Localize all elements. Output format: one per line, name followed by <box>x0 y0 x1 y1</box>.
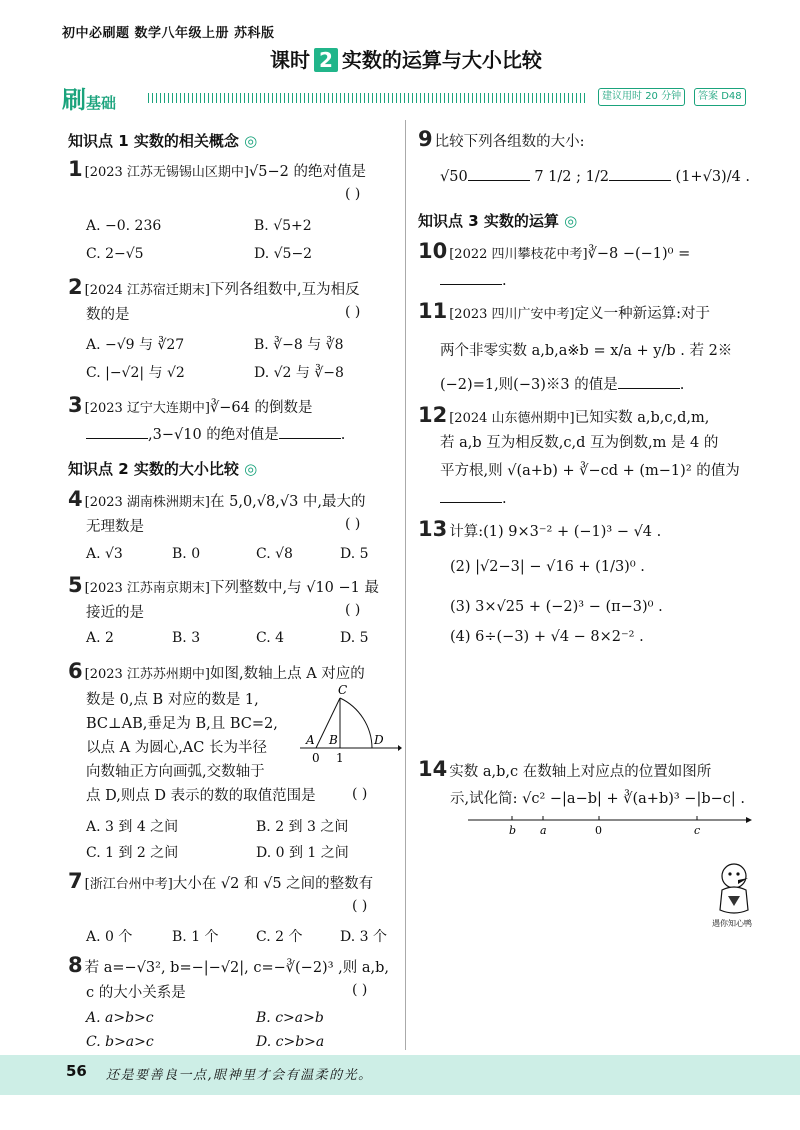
q1-option-d: D. √5−2 <box>254 246 313 262</box>
question-6 <box>68 660 398 686</box>
time-tag <box>598 88 685 106</box>
lesson-title <box>270 44 542 73</box>
q4-number: 4 <box>68 487 83 511</box>
q2-text: 下列各组数中,互为相反 <box>210 282 360 298</box>
knowledge-point-1 <box>68 130 257 151</box>
q8-option-d: D. c>b>a <box>256 1034 325 1050</box>
q4-text: 在 5,0,√8,√3 中,最大的 <box>210 494 366 510</box>
q4-option-b: B. 0 <box>172 546 201 562</box>
question-4 <box>68 488 398 514</box>
question-9 <box>418 128 585 153</box>
q14-label-0: 0 <box>595 824 602 837</box>
q10-blank[interactable] <box>440 270 502 285</box>
q10-text: ∛−8 −(−1)⁰ = <box>587 246 691 262</box>
q13-number: 13 <box>418 517 448 541</box>
q4-option-c: C. √8 <box>256 546 293 562</box>
answer-label: 答案 <box>698 91 718 102</box>
q5-option-c: C. 4 <box>256 630 285 646</box>
q6-line: 向数轴正方向画弧,交数轴于 <box>86 764 265 780</box>
target-icon: ◎ <box>244 460 258 478</box>
question-5 <box>68 574 398 600</box>
q14-label-a: a <box>540 824 547 837</box>
q9-part: (1+√3)/4 . <box>675 169 751 185</box>
q4-answer-paren: ( ) <box>345 516 361 532</box>
q6-line: 以点 A 为圆心,AC 长为半径 <box>86 740 267 756</box>
q7-option-d: D. 3 个 <box>340 929 387 945</box>
answer-page: D48 <box>721 91 742 102</box>
q14-text-cont: 示,试化简: √c² −|a−b| + ∛(a+b)³ −|b−c| . <box>450 791 745 807</box>
q6-number: 6 <box>68 659 83 683</box>
q6-label-a: A <box>306 733 315 747</box>
q14-axis-arrow <box>746 817 752 823</box>
q6-line: BC⊥AB,垂足为 B,且 BC=2, <box>86 716 278 732</box>
q6-line: 数是 0,点 B 对应的数是 1, <box>86 692 259 708</box>
q12-line: 若 a,b 互为相反数,c,d 互为倒数,m 是 4 的 <box>440 435 719 451</box>
q6-line: 点 D,则点 D 表示的数的取值范围是 <box>86 788 316 804</box>
q3-text-cont: ,3−√10 的绝对值是 <box>148 427 279 443</box>
q11-line-text: (−2)=1,则(−3)※3 的值是 <box>440 377 618 393</box>
q14-number: 14 <box>418 757 448 781</box>
q13-text: 计算:(1) 9×3⁻² + (−1)³ − √4 . <box>449 524 662 540</box>
page-number: 56 <box>66 1062 87 1080</box>
q4-text-cont: 无理数是 <box>86 519 144 535</box>
q7-text: 大小在 √2 和 √5 之间的整数有 <box>172 876 374 892</box>
q13-item-2: (2) |√2−3| − √16 + (1/3)⁰ . <box>450 559 645 575</box>
q3-source: [2023 辽宁大连期中] <box>84 401 210 416</box>
q12-text: 已知实数 a,b,c,d,m, <box>574 410 710 426</box>
q11-line-last: (−2)=1,则(−3)※3 的值是 . <box>440 374 684 396</box>
q11-number: 11 <box>418 299 448 323</box>
q2-number: 2 <box>68 275 83 299</box>
q1-source: [2023 江苏无锡锡山区期中] <box>84 165 249 180</box>
q5-option-a: A. 2 <box>86 630 114 646</box>
q14-label-c: c <box>694 824 701 837</box>
kp1-label: 知识点 1 实数的相关概念 <box>68 132 239 150</box>
q9-number: 9 <box>418 127 433 151</box>
q5-number: 5 <box>68 573 83 597</box>
q6-number-line-figure <box>296 684 402 766</box>
section-big-char: 刷 <box>62 86 86 114</box>
q9-part: √50 <box>440 169 468 185</box>
answer-tag <box>694 88 746 106</box>
q8-option-c: C. b>a>c <box>86 1034 154 1050</box>
q9-blank-1[interactable] <box>468 166 530 181</box>
q10-number: 10 <box>418 239 448 263</box>
q12-blank[interactable] <box>440 488 502 503</box>
lesson-name: 实数的运算与大小比较 <box>341 48 542 72</box>
question-14 <box>418 758 788 783</box>
q1-option-a: A. −0. 236 <box>86 218 162 234</box>
q11-source: [2023 四川广安中考] <box>449 307 575 322</box>
q5-source: [2023 江苏南京期末] <box>84 581 210 596</box>
q6-option-d: D. 0 到 1 之间 <box>256 845 349 861</box>
q8-option-b: B. c>a>b <box>256 1010 324 1026</box>
q9-text: 比较下列各组数的大小: <box>434 134 585 150</box>
q7-option-c: C. 2 个 <box>256 929 303 945</box>
knowledge-point-3 <box>418 210 577 231</box>
time-label: 建议用时 <box>602 91 642 102</box>
q6-option-a: A. 3 到 4 之间 <box>86 819 179 835</box>
q6-label-c: C <box>338 684 348 697</box>
q14-label-b: b <box>509 824 517 837</box>
question-3 <box>68 394 398 420</box>
q6-label-b: B <box>329 733 338 747</box>
q14-number-line <box>468 812 752 838</box>
q8-answer-paren: ( ) <box>352 982 368 998</box>
q5-option-d: D. 5 <box>340 630 369 646</box>
kp3-label: 知识点 3 实数的运算 <box>418 212 559 230</box>
q7-number: 7 <box>68 869 83 893</box>
q6-answer-paren: ( ) <box>352 786 368 802</box>
duck-mascot-illustration <box>714 860 756 916</box>
q6-tick-1: 1 <box>336 751 344 765</box>
duck-caption: 遇你知心鸭 <box>712 919 752 928</box>
q11-text: 定义一种新运算:对于 <box>574 306 710 322</box>
q13-item-4: (4) 6÷(−3) + √4 − 8×2⁻² . <box>450 629 644 645</box>
q6-axis-arrow <box>398 745 402 751</box>
knowledge-point-2 <box>68 458 257 479</box>
q12-source: [2024 山东德州期中] <box>449 411 575 426</box>
q9-comparisons <box>440 166 750 188</box>
series-title: 初中必刷题 数学八年级上册 苏科版 <box>62 26 275 41</box>
q2-option-b: B. ∛−8 与 ∛8 <box>254 337 344 353</box>
q3-blank-2[interactable] <box>279 424 341 439</box>
q12-line: 平方根,则 √(a+b) + ∛−cd + (m−1)² 的值为 <box>440 463 740 479</box>
q9-part: 7 1/2 ; <box>534 169 581 185</box>
q7-option-b: B. 1 个 <box>172 929 219 945</box>
q11-blank[interactable] <box>618 374 680 389</box>
target-icon: ◎ <box>564 212 578 230</box>
time-value: 20 分钟 <box>645 91 682 102</box>
q4-option-d: D. 5 <box>340 546 369 562</box>
q5-option-b: B. 3 <box>172 630 201 646</box>
q2-source: [2024 江苏宿迁期末] <box>84 283 210 298</box>
q6-arc <box>340 698 372 748</box>
question-1 <box>68 158 398 184</box>
lesson-number: 2 <box>314 48 338 72</box>
q8-text-cont: c 的大小关系是 <box>86 985 186 1001</box>
q5-text-cont: 接近的是 <box>86 605 144 621</box>
kp2-label: 知识点 2 实数的大小比较 <box>68 460 239 478</box>
section-logo <box>62 80 116 115</box>
q2-option-c: C. |−√2| 与 √2 <box>86 365 185 381</box>
question-7 <box>68 870 398 896</box>
q13-item-3: (3) 3×√25 + (−2)³ − (π−3)⁰ . <box>450 599 663 615</box>
q10-source: [2022 四川攀枝花中考] <box>449 247 588 262</box>
q1-answer-paren: ( ) <box>345 186 361 202</box>
q1-number: 1 <box>68 157 83 181</box>
q6-option-b: B. 2 到 3 之间 <box>256 819 349 835</box>
q8-text: 若 a=−√3², b=−|−√2|, c=−∛(−2)³ ,则 a,b, <box>84 960 389 976</box>
q9-blank-2[interactable] <box>609 166 671 181</box>
q12-answer-line: . <box>440 488 507 510</box>
column-divider <box>405 120 406 1050</box>
q10-answer-line: . <box>440 270 507 292</box>
q7-option-a: A. 0 个 <box>86 929 133 945</box>
q9-part: 1/2 <box>585 169 609 185</box>
q4-option-a: A. √3 <box>86 546 123 562</box>
q6-body <box>86 688 316 808</box>
q6-tick-0: 0 <box>312 751 320 765</box>
q3-number: 3 <box>68 393 83 417</box>
q8-number: 8 <box>68 953 83 977</box>
q2-text-cont: 数的是 <box>86 307 130 323</box>
q2-option-d: D. √2 与 ∛−8 <box>254 365 344 381</box>
target-icon: ◎ <box>244 132 258 150</box>
question-10 <box>418 240 788 266</box>
question-8 <box>68 954 404 979</box>
q6-source: [2023 江苏苏州期中] <box>84 667 210 682</box>
q5-text: 下列整数中,与 √10 −1 最 <box>210 580 380 596</box>
q11-line: 两个非零实数 a,b,a※b = x/a + y/b . 若 2※ <box>440 343 733 359</box>
q5-answer-paren: ( ) <box>345 602 361 618</box>
section-small-label: 基础 <box>86 94 117 112</box>
q6-option-c: C. 1 到 2 之间 <box>86 845 179 861</box>
q3-text: ∛−64 的倒数是 <box>210 400 313 416</box>
question-12 <box>418 404 788 430</box>
q3-line2: ,3−√10 的绝对值是 . <box>86 424 345 446</box>
q8-option-a: A. a>b>c <box>86 1010 154 1026</box>
q3-blank-1[interactable] <box>86 424 148 439</box>
lesson-prefix: 课时 <box>270 48 310 72</box>
q4-source: [2023 湖南株洲期末] <box>84 495 210 510</box>
q1-option-b: B. √5+2 <box>254 218 312 234</box>
q6-text: 如图,数轴上点 A 对应的 <box>210 666 365 682</box>
question-2 <box>68 276 398 302</box>
q1-text: √5−2 的绝对值是 <box>249 164 366 180</box>
q14-text: 实数 a,b,c 在数轴上对应点的位置如图所 <box>449 764 712 780</box>
q7-answer-paren: ( ) <box>352 898 368 914</box>
footer-motto: 还是要善良一点,眼神里才会有温柔的光。 <box>106 1068 373 1083</box>
banner-stripes <box>148 93 588 103</box>
q7-source: [浙江台州中考] <box>84 877 173 892</box>
question-13 <box>418 518 788 543</box>
q6-label-d: D <box>374 733 384 747</box>
q2-answer-paren: ( ) <box>345 304 361 320</box>
q1-option-c: C. 2−√5 <box>86 246 144 262</box>
q2-option-a: A. −√9 与 ∛27 <box>86 337 185 353</box>
q12-number: 12 <box>418 403 448 427</box>
question-11 <box>418 300 788 326</box>
